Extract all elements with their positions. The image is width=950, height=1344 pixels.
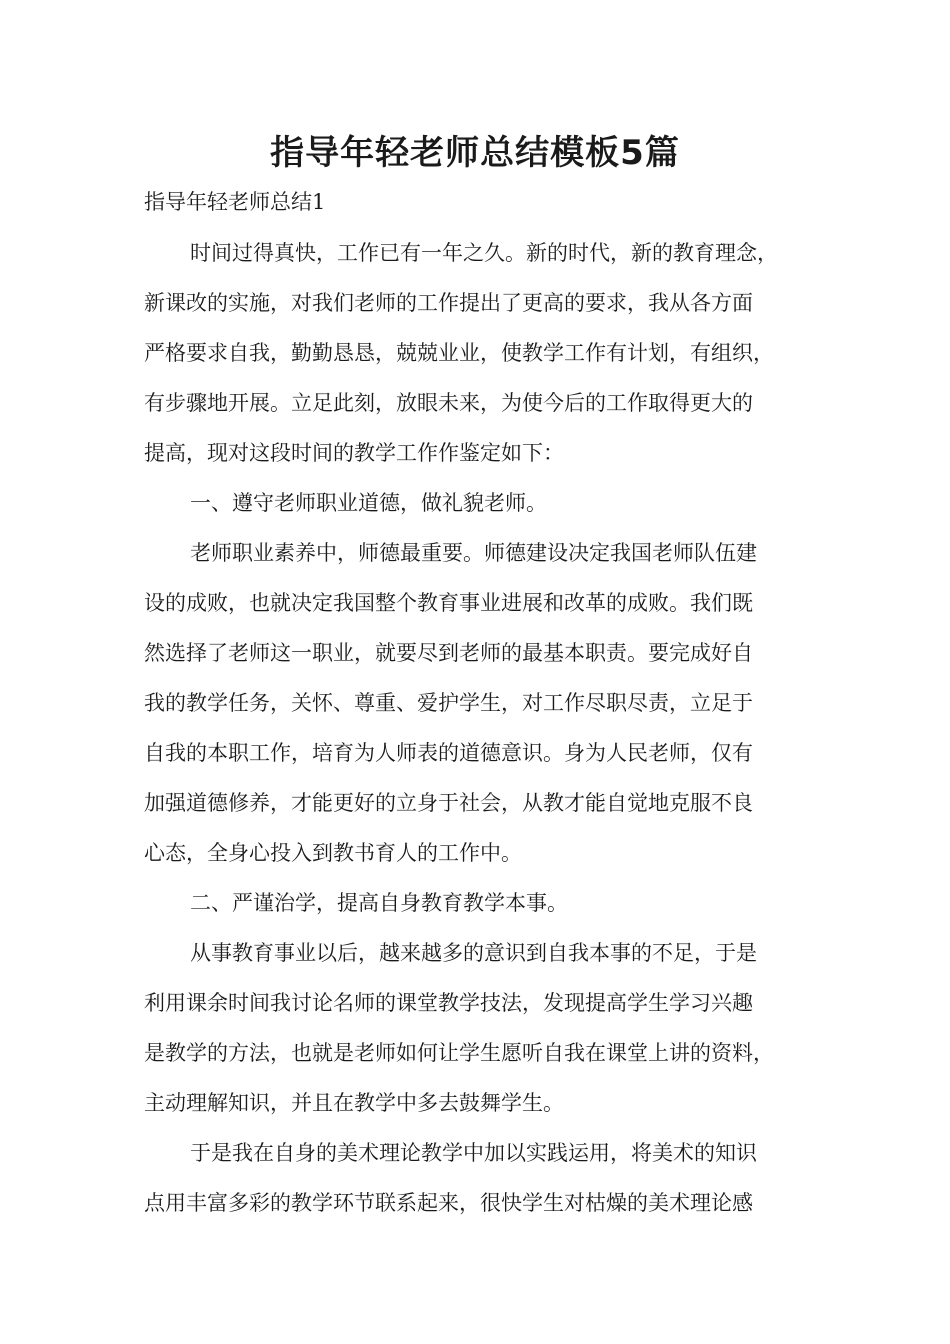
paragraph-line: 于是我在自身的美术理论教学中加以实践运用，将美术的知识 [190, 1141, 757, 1165]
document-title: 指导年轻老师总结模板5篇 [270, 133, 680, 173]
subheading-line: 二、严谨治学，提高自身教育教学本事。 [190, 891, 568, 915]
paragraph-line: 加强道德修养，才能更好的立身于社会，从教才能自觉地克服不良 [144, 791, 753, 815]
paragraph-line: 严格要求自我，勤勤恳恳，兢兢业业，使教学工作有计划，有组织， [144, 341, 774, 365]
paragraph-line: 新课改的实施，对我们老师的工作提出了更高的要求，我从各方面 [144, 291, 753, 315]
subheading-line: 一、遵守老师职业道德，做礼貌老师。 [190, 491, 547, 515]
paragraph-line: 主动理解知识，并且在教学中多去鼓舞学生。 [144, 1091, 564, 1115]
paragraph-line: 从事教育事业以后，越来越多的意识到自我本事的不足，于是 [190, 941, 757, 965]
paragraph-line: 老师职业素养中，师德最重要。师德建设决定我国老师队伍建 [190, 541, 757, 565]
paragraph-line: 点用丰富多彩的教学环节联系起来，很快学生对枯燥的美术理论感 [144, 1191, 753, 1215]
paragraph-line: 我的教学任务，关怀、尊重、爱护学生，对工作尽职尽责，立足于 [144, 691, 753, 715]
paragraph-line: 自我的本职工作，培育为人师表的道德意识。身为人民老师，仅有 [144, 741, 753, 765]
paragraph-line: 设的成败，也就决定我国整个教育事业进展和改革的成败。我们既 [144, 591, 753, 615]
section-heading: 指导年轻老师总结1 [144, 190, 326, 214]
paragraph-line: 有步骤地开展。立足此刻，放眼未来，为使今后的工作取得更大的 [144, 391, 753, 415]
paragraph-line: 时间过得真快，工作已有一年之久。新的时代，新的教育理念， [190, 241, 778, 265]
paragraph-line: 是教学的方法，也就是老师如何让学生愿听自我在课堂上讲的资料， [144, 1041, 774, 1065]
paragraph-line: 然选择了老师这一职业，就要尽到老师的最基本职责。要完成好自 [144, 641, 753, 665]
paragraph-line: 利用课余时间我讨论名师的课堂教学技法，发现提高学生学习兴趣 [144, 991, 753, 1015]
paragraph-line: 提高，现对这段时间的教学工作作鉴定如下： [144, 441, 564, 465]
paragraph-line: 心态，全身心投入到教书育人的工作中。 [144, 841, 522, 865]
